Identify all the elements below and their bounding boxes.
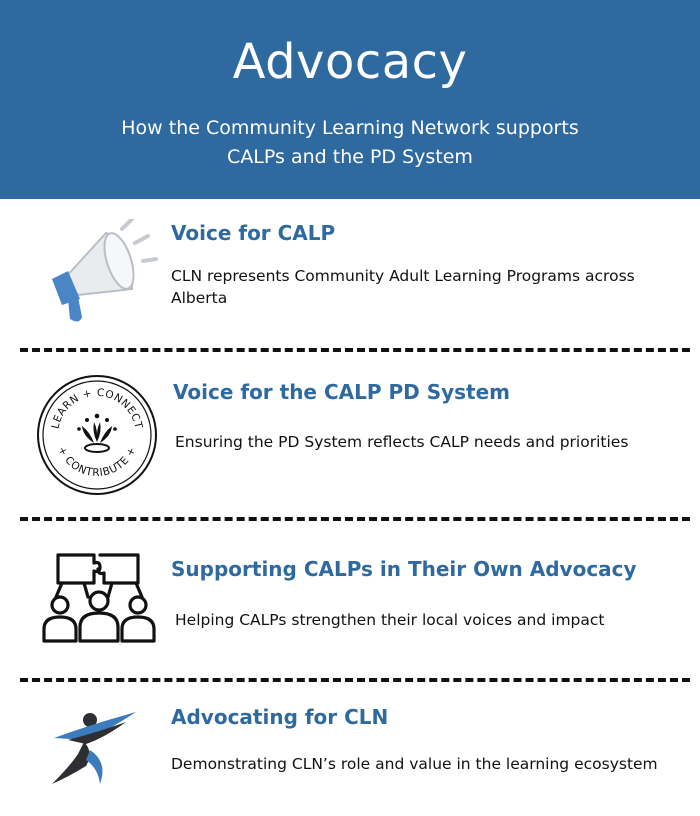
team-collaboration-icon [38, 549, 160, 645]
section-title: Voice for the CALP PD System [173, 380, 511, 404]
section-supporting-calps [0, 521, 700, 677]
section-voice-for-calp [0, 199, 700, 349]
section-voice-for-pd-system [0, 352, 700, 520]
svg-text:LEARN + CONNECT: LEARN + CONNECT [49, 386, 145, 431]
section-description: Helping CALPs strengthen their local voices and impact [175, 611, 605, 629]
section-description: Demonstrating CLN’s role and value in the learning ecosystem [171, 755, 658, 773]
cln-figure-logo [48, 710, 140, 786]
page-title: Advocacy [232, 34, 468, 90]
section-advocating-for-cln [0, 682, 700, 816]
section-title: Voice for CALP [171, 221, 336, 245]
header-banner [0, 0, 700, 199]
megaphone-icon [42, 219, 162, 329]
section-title: Advocating for CLN [171, 705, 389, 729]
section-title: Supporting CALPs in Their Own Advocacy [171, 557, 637, 581]
learn-connect-contribute-logo [36, 374, 158, 496]
svg-text:+ CONTRIBUTE +: + CONTRIBUTE + [55, 444, 139, 480]
page-subtitle: How the Community Learning Network supports CALPs and the PD System [121, 117, 579, 168]
section-description: Ensuring the PD System reflects CALP needs and priorities [175, 433, 629, 451]
section-description: CLN represents Community Adult Learning Programs across Alberta [171, 267, 635, 307]
